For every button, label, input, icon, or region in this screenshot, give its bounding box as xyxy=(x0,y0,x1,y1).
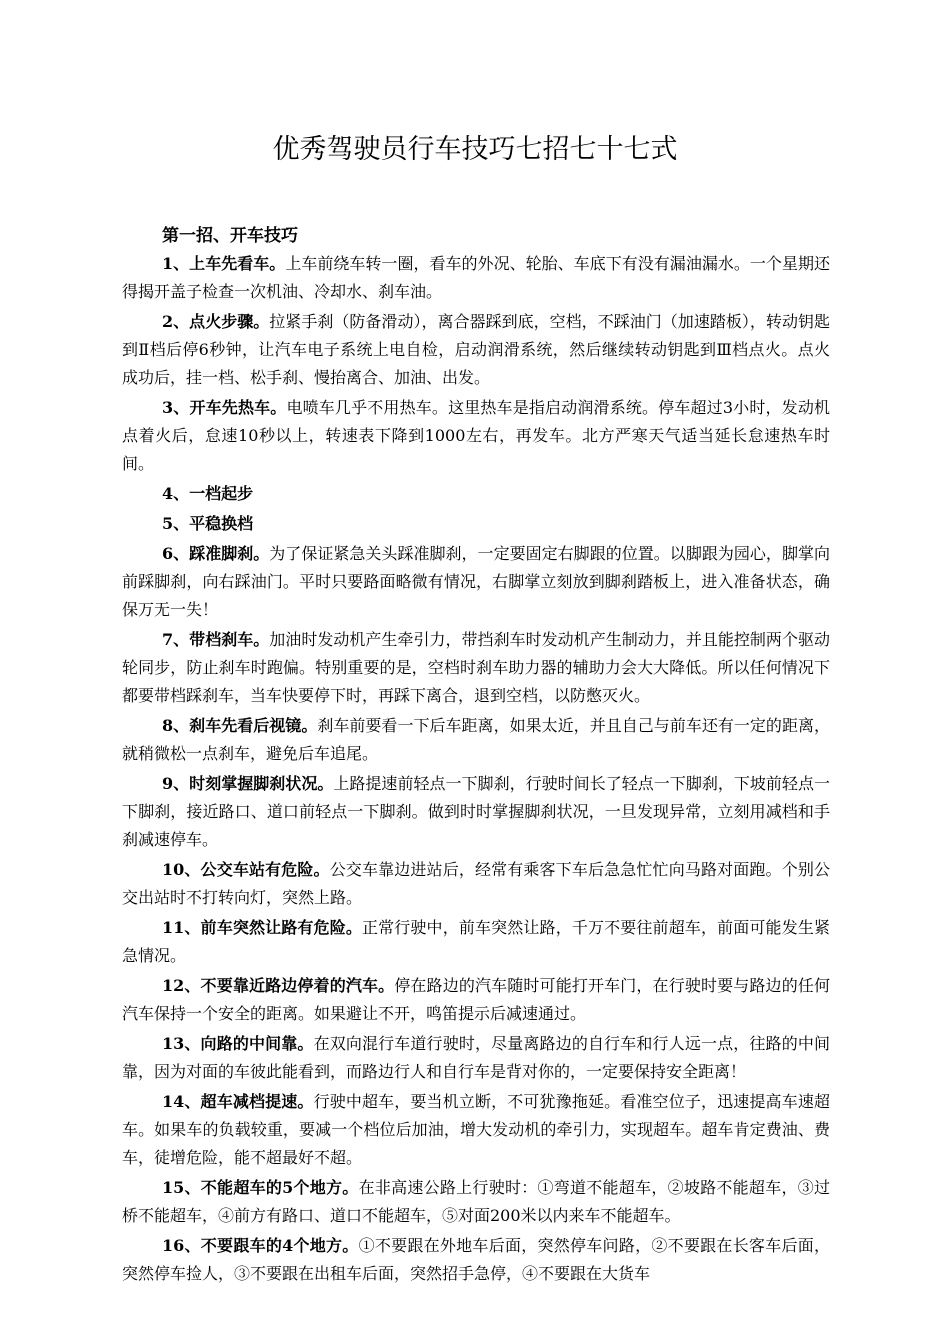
item-body: 公交车靠边进站后，经常有乘客下车后急急忙忙向马路对面跑。个别公交出站时不打转向灯，突然上路。 xyxy=(122,860,830,907)
page-title: 优秀驾驶员行车技巧七招七十七式 xyxy=(272,134,678,165)
paragraph-2 xyxy=(122,308,830,392)
item-body: 在双向混行车道行驶时，尽量离路边的自行车和行人远一点，往路的中间靠，因为对面的车彼此能看到，而路边行人和自行车是背对你的，一定要保持安全距离！ xyxy=(122,1034,830,1081)
item-heading: 7、带档刹车。 xyxy=(162,630,270,649)
item-heading: 2、点火步骤。 xyxy=(162,312,270,331)
paragraph-16 xyxy=(122,1232,830,1288)
document-body xyxy=(122,222,830,1290)
item-heading: 12、不要靠近路边停着的汽车。 xyxy=(162,976,395,995)
item-heading: 11、前车突然让路有危险。 xyxy=(162,918,362,937)
item-body: 停在路边的汽车随时可能打开车门，在行驶时要与路边的任何汽车保持一个安全的距离。如果避让不开，鸣笛提示后减速通过。 xyxy=(122,976,830,1023)
item-heading: 16、不要跟车的4个地方。 xyxy=(162,1236,359,1255)
item-heading: 8、刹车先看后视镜。 xyxy=(162,716,318,735)
paragraph-9 xyxy=(122,770,830,854)
item-heading: 15、不能超车的5个地方。 xyxy=(162,1178,359,1197)
item-body: 行驶中超车，要当机立断，不可犹豫拖延。看准空位子，迅速提高车速超车。如果车的负载较重，要减一个档位后加油，增大发动机的牵引力，实现超车。超车肯定费油、费车，徒增危险，能不超最好不超。 xyxy=(122,1092,830,1167)
item-heading: 13、向路的中间靠。 xyxy=(162,1034,314,1053)
paragraph-4 xyxy=(122,480,830,508)
paragraph-1 xyxy=(122,250,830,306)
paragraph-13 xyxy=(122,1030,830,1086)
item-body: 上车前绕车转一圈，看车的外况、轮胎、车底下有没有漏油漏水。一个星期还得揭开盖子检查一次机油、冷却水、刹车油。 xyxy=(122,254,830,301)
paragraph-14 xyxy=(122,1088,830,1172)
item-body: ①不要跟在外地车后面，突然停车问路，②不要跟在长客车后面，突然停车捡人，③不要跟在出租车后面，突然招手急停，④不要跟在大货车 xyxy=(122,1236,830,1283)
item-body: 上路提速前轻点一下脚刹，行驶时间长了轻点一下脚刹，下坡前轻点一下脚刹，接近路口、道口前轻点一下脚刹。做到时时掌握脚刹状况，一旦发现异常，立刻用减档和手刹减速停车。 xyxy=(122,774,830,849)
section-heading: 第一招、开车技巧 xyxy=(162,226,298,246)
paragraph-5 xyxy=(122,510,830,538)
item-body: 加油时发动机产生牵引力，带挡刹车时发动机产生制动力，并且能控制两个驱动轮同步，防止刹车时跑偏。特别重要的是，空档时刹车助力器的辅助力会大大降低。所以任何情况下都要带档踩刹车，当车快要停下时，再踩下离合，退到空档，以防憋灭火。 xyxy=(122,630,830,705)
item-body: 刹车前要看一下后车距离，如果太近，并且自己与前车还有一定的距离，就稍微松一点刹车，避免后车追尾。 xyxy=(122,716,830,763)
item-heading: 5、平稳换档 xyxy=(162,514,254,533)
paragraph-6 xyxy=(122,540,830,624)
item-heading: 6、踩准脚刹。 xyxy=(162,544,270,563)
item-heading: 1、上车先看车。 xyxy=(162,254,286,273)
item-heading: 9、时刻掌握脚刹状况。 xyxy=(162,774,334,793)
paragraph-8 xyxy=(122,712,830,768)
item-body: 拉紧手刹（防备滑动），离合器踩到底，空档，不踩油门（加速踏板），转动钥匙到Ⅱ档后停6秒钟，让汽车电子系统上电自检，启动润滑系统，然后继续转动钥匙到Ⅲ档点火。点火成功后，挂一档、松手刹、慢抬离合、加油、出发。 xyxy=(122,312,830,387)
item-body: 在非高速公路上行驶时：①弯道不能超车，②坡路不能超车，③过桥不能超车，④前方有路口、道口不能超车，⑤对面200米以内来车不能超车。 xyxy=(122,1178,830,1225)
paragraph-11 xyxy=(122,914,830,970)
item-body: 为了保证紧急关头踩准脚刹，一定要固定右脚跟的位置。以脚跟为园心，脚掌向前踩脚刹，向右踩油门。平时只要路面略微有情况，右脚掌立刻放到脚刹踏板上，进入准备状态，确保万无一失！ xyxy=(122,544,830,619)
item-heading: 10、公交车站有危险。 xyxy=(162,860,330,879)
paragraph-12 xyxy=(122,972,830,1028)
item-heading: 3、开车先热车。 xyxy=(162,398,287,417)
item-body: 正常行驶中，前车突然让路，千万不要往前超车，前面可能发生紧急情况。 xyxy=(122,918,830,965)
item-heading: 4、一档起步 xyxy=(162,484,254,503)
paragraph-15 xyxy=(122,1174,830,1230)
item-body: 电喷车几乎不用热车。这里热车是指启动润滑系统。停车超过3小时，发动机点着火后，怠速10秒以上，转速表下降到1000左右，再发车。北方严寒天气适当延长怠速热车时间。 xyxy=(122,398,830,473)
paragraph-7 xyxy=(122,626,830,710)
item-heading: 14、超车减档提速。 xyxy=(162,1092,314,1111)
paragraph-3 xyxy=(122,394,830,478)
paragraph-10 xyxy=(122,856,830,912)
